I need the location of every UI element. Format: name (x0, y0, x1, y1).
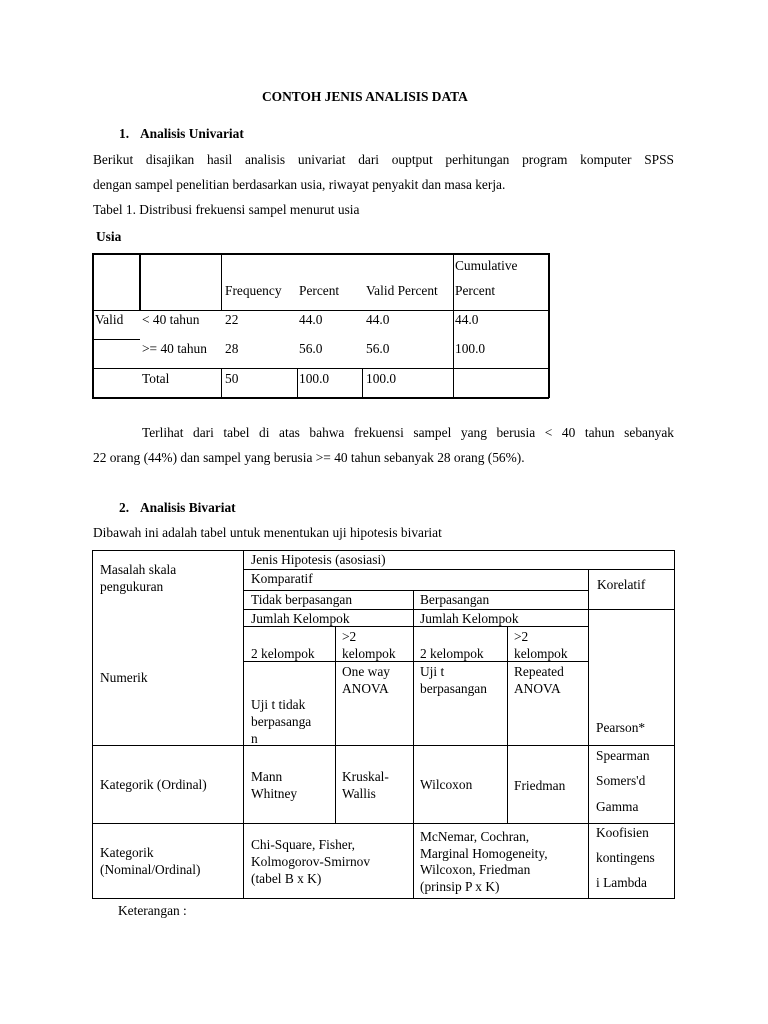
header-cumulative-line1: Cumulative (455, 258, 518, 273)
gamma: Gamma (596, 799, 639, 814)
section1-number: 1. (119, 126, 130, 141)
mann-line1: Mann (251, 769, 283, 784)
masalah-line2: pengukuran (100, 579, 164, 594)
section1-paragraph-line2: dengan sampel penelitian berdasarkan usia, riwayat penyakit dan masa kerja. (93, 177, 506, 192)
row1-percent: 44.0 (299, 312, 323, 327)
interpretation-line2: 22 orang (44%) dan sampel yang berusia >= 40 tahun sebanyak 28 orang (56%). (93, 450, 525, 465)
uji-t-pair-line2: berpasangan (420, 681, 487, 696)
chi-line1: Chi-Square, Fisher, (251, 837, 355, 852)
repeated-line2: ANOVA (514, 681, 561, 696)
uji-t-tidak-line2: berpasanga (251, 714, 312, 729)
tidak-berpasangan: Tidak berpasangan (251, 592, 353, 607)
repeated-line1: Repeated (514, 664, 564, 679)
section2-number: 2. (119, 500, 130, 515)
row-label-valid: Valid (95, 312, 124, 327)
jenis-hipotesis: Jenis Hipotesis (asosiasi) (251, 552, 386, 567)
koofisien-line1: Koofisien (596, 825, 649, 840)
friedman: Friedman (514, 778, 566, 793)
numerik: Numerik (100, 670, 148, 685)
mann-line2: Whitney (251, 786, 298, 801)
spearman: Spearman (596, 748, 650, 763)
row3-frequency: 50 (225, 371, 239, 386)
berpasangan: Berpasangan (420, 592, 490, 607)
kruskal-line2: Wallis (342, 786, 376, 801)
lebih-dua-paired-line1: >2 (514, 629, 529, 644)
row2-frequency: 28 (225, 341, 239, 356)
dua-kelompok-unpaired: 2 kelompok (251, 646, 315, 661)
mcnemar-line1: McNemar, Cochran, (420, 829, 530, 844)
row3-valid-percent: 100.0 (366, 371, 397, 386)
wilcoxon: Wilcoxon (420, 777, 473, 792)
header-percent: Percent (299, 283, 340, 298)
section1-paragraph-line1: Berikut disajikan hasil analisis univariat dari ouptput perhitungan program komputer SPSS (93, 152, 674, 167)
kategorik-nominal-line2: (Nominal/Ordinal) (100, 862, 201, 877)
row2-cumulative: 100.0 (455, 341, 486, 356)
jumlah-kelompok-unpaired: Jumlah Kelompok (251, 611, 350, 626)
keterangan: Keterangan : (118, 903, 187, 918)
mcnemar-line3: Wilcoxon, Friedman (420, 862, 531, 877)
mcnemar-line2: Marginal Homogeneity, (420, 846, 548, 861)
one-way-line2: ANOVA (342, 681, 389, 696)
uji-t-tidak-line3: n (251, 731, 258, 746)
section2-heading: Analisis Bivariat (140, 500, 236, 515)
interpretation-line1: Terlihat dari tabel di atas bahwa frekuensi sampel yang berusia < 40 tahun sebanyak (142, 425, 674, 440)
kategorik-nominal-line1: Kategorik (100, 845, 154, 860)
komparatif: Komparatif (251, 571, 313, 586)
table1-caption: Tabel 1. Distribusi frekuensi sampel menurut usia (93, 202, 360, 217)
row3-percent: 100.0 (299, 371, 330, 386)
korelatif: Korelatif (597, 577, 646, 592)
row2-category: >= 40 tahun (142, 341, 207, 356)
lebih-dua-unpaired-line2: kelompok (342, 646, 396, 661)
kruskal-line1: Kruskal- (342, 769, 389, 784)
jumlah-kelompok-paired: Jumlah Kelompok (420, 611, 519, 626)
chi-line2: Kolmogorov-Smirnov (251, 854, 371, 869)
dua-kelompok-paired: 2 kelompok (420, 646, 484, 661)
lebih-dua-paired-line2: kelompok (514, 646, 568, 661)
table1-title: Usia (96, 229, 122, 244)
row1-cumulative: 44.0 (455, 312, 479, 327)
somers: Somers'd (596, 773, 646, 788)
uji-t-tidak-line1: Uji t tidak (251, 697, 306, 712)
row3-category: Total (142, 371, 170, 386)
header-cumulative-line2: Percent (455, 283, 496, 298)
row1-category: < 40 tahun (142, 312, 200, 327)
section2-intro: Dibawah ini adalah tabel untuk menentukan uji hipotesis bivariat (93, 525, 442, 540)
row1-frequency: 22 (225, 312, 239, 327)
lebih-dua-unpaired-line1: >2 (342, 629, 357, 644)
uji-t-pair-line1: Uji t (420, 664, 445, 679)
mcnemar-line4: (prinsip P x K) (420, 879, 500, 894)
row2-valid-percent: 56.0 (366, 341, 390, 356)
section1-heading: Analisis Univariat (140, 126, 244, 141)
row1-valid-percent: 44.0 (366, 312, 390, 327)
row2-percent: 56.0 (299, 341, 323, 356)
kategorik-ordinal: Kategorik (Ordinal) (100, 777, 207, 792)
one-way-line1: One way (342, 664, 390, 679)
masalah-line1: Masalah skala (100, 562, 177, 577)
header-valid-percent: Valid Percent (366, 283, 438, 298)
chi-line3: (tabel B x K) (251, 871, 322, 886)
page-title: CONTOH JENIS ANALISIS DATA (262, 89, 468, 104)
koofisien-line2: kontingens (596, 850, 655, 865)
header-frequency: Frequency (225, 283, 282, 298)
koofisien-line3: i Lambda (596, 875, 647, 890)
pearson: Pearson* (596, 720, 646, 735)
